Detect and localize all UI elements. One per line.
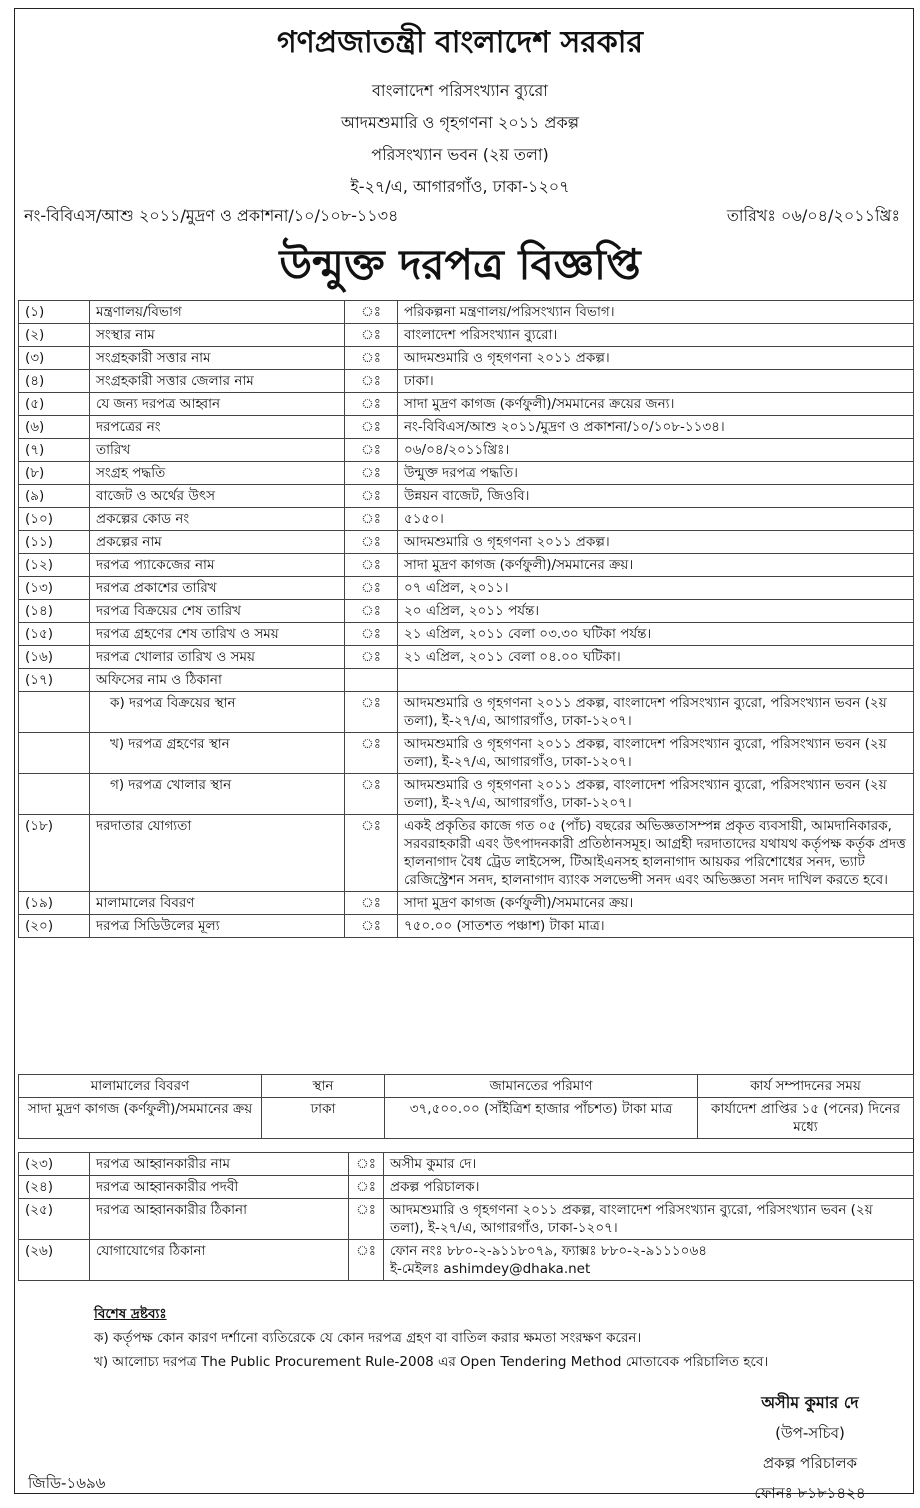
row-label: দরপত্রের নং xyxy=(90,416,345,439)
row-separator: ঃ xyxy=(345,915,398,938)
note-item: ক) কর্তৃপক্ষ কোন কারণ দর্শানো ব্যতিরেকে যে কোন দরপত্র গ্রহণ বা বাতিল করার ক্ষমতা সংরক্ষণ করেন। xyxy=(94,1330,642,1346)
row-separator: ঃ xyxy=(349,1176,384,1199)
row-separator: ঃ xyxy=(345,301,398,324)
row-label: প্রকল্পের কোড নং xyxy=(90,508,345,531)
row-label: দরপত্র আহ্বানকারীর নাম xyxy=(90,1153,349,1176)
row-separator: ঃ xyxy=(349,1153,384,1176)
row-separator: ঃ xyxy=(345,508,398,531)
row-value: ৫১৫০। xyxy=(398,508,914,531)
email-address: ই-মেইলঃ ashimdey@dhaka.net xyxy=(390,1261,591,1277)
reference-number: নং-বিবিএস/আশু ২০১১/মুদ্রণ ও প্রকাশনা/১০/১০৮-১১৩৪ xyxy=(24,206,399,225)
row-label: দরদাতার যোগ্যতা xyxy=(90,815,345,892)
notice-title: উন্মুক্ত দরপত্র বিজ্ঞপ্তি xyxy=(279,240,641,289)
row-value: আদমশুমারি ও গৃহগণনা ২০১১ প্রকল্প। xyxy=(398,531,914,554)
row-separator: ঃ xyxy=(345,733,398,774)
goods-header: মালামালের বিবরণ xyxy=(19,1075,262,1098)
row-value: উন্নয়ন বাজেট, জিওবি। xyxy=(398,485,914,508)
table-row xyxy=(19,324,914,347)
row-label: দরপত্র আহ্বানকারীর পদবী xyxy=(90,1176,349,1199)
row-number: (৫) xyxy=(19,393,90,416)
row-number: (১৭) xyxy=(19,669,90,692)
goods-cell: সাদা মুদ্রণ কাগজ (কর্ণফুলী)/সমমানের ক্রয় xyxy=(19,1098,262,1139)
goods-cell: ঢাকা xyxy=(262,1098,385,1139)
row-label: দরপত্র খোলার তারিখ ও সময় xyxy=(90,646,345,669)
row-number: (২৬) xyxy=(19,1240,90,1281)
row-separator: ঃ xyxy=(345,324,398,347)
table-row xyxy=(19,669,914,692)
row-separator xyxy=(345,669,398,692)
row-number: (১) xyxy=(19,301,90,324)
bureau-name: বাংলাদেশ পরিসংখ্যান ব্যুরো xyxy=(372,81,548,100)
table-row xyxy=(19,508,914,531)
row-number: (১৩) xyxy=(19,577,90,600)
row-label: যোগাযোগের ঠিকানা xyxy=(90,1240,349,1281)
row-value: ঢাকা। xyxy=(398,370,914,393)
goods-header: কার্য সম্পাদনের সময় xyxy=(698,1075,914,1098)
row-value xyxy=(384,1199,914,1240)
row-number: (১০) xyxy=(19,508,90,531)
government-title: গণপ্রজাতন্ত্রী বাংলাদেশ সরকার xyxy=(277,25,643,60)
table-row xyxy=(19,892,914,915)
row-separator: ঃ xyxy=(345,692,398,733)
row-number xyxy=(19,733,90,774)
row-value: আদমশুমারি ও গৃহগণনা ২০১১ প্রকল্প, বাংলাদেশ পরিসংখ্যান ব্যুরো, পরিসংখ্যান ভবন (২য় তলা), ই-২৭/এ, আগারগাঁও, ঢাকা-১২০৭। xyxy=(398,692,914,733)
goods-header-row xyxy=(19,1075,914,1098)
row-separator: ঃ xyxy=(345,439,398,462)
row-number: (২৩) xyxy=(19,1153,90,1176)
office-address: ই-২৭/এ, আগারগাঁও, ঢাকা-১২০৭ xyxy=(350,177,570,196)
signature-block xyxy=(700,1388,920,1508)
row-label: মন্ত্রণালয়/বিভাগ xyxy=(90,301,345,324)
row-value-line: ফোন নংঃ ৮৮০-২-৯১১৮০৭৯, ফ্যাক্সঃ ৮৮০-২-৯১১১০৬৪ xyxy=(390,1243,707,1259)
table-row xyxy=(19,485,914,508)
row-label: সংগ্রহকারী সত্তার নাম xyxy=(90,347,345,370)
goods-cell: কার্যাদেশ প্রাপ্তির ১৫ (পনের) দিনের মধ্যে xyxy=(698,1098,914,1139)
notes-heading: বিশেষ দ্রষ্টব্যঃ xyxy=(94,1306,167,1322)
row-separator: ঃ xyxy=(345,554,398,577)
row-separator: ঃ xyxy=(345,347,398,370)
gd-number: জিডি-১৬৯৬ xyxy=(28,1474,106,1492)
table-row xyxy=(19,774,914,815)
table-row xyxy=(19,1199,914,1240)
goods-table xyxy=(18,1074,914,1139)
row-separator: ঃ xyxy=(345,815,398,892)
row-value: একই প্রকৃতির কাজে গত ০৫ (পাঁচ) বছরের অভিজ্ঞতাসম্পন্ন প্রকৃত ব্যবসায়ী, আমদানিকারক, সরবরাহকারী এবং উৎপাদনকারী প্রতিষ্ঠানসমূহ। আগ্রহী দরদাতাদের যথাযথ কর্তৃপক্ষ কর্তৃক প্রদত্ত হালনাগাদ বৈধ ট্রেড লাইসেন্স, টিআইএনসহ হালনাগাদ আয়কর পরিশোধের সনদ, ভ্যাট রেজিস্ট্রেশন সনদ, হালনাগাদ ব্যাংক সলভেন্সী সনদ এবং অভিজ্ঞতা সনদ দাখিল করতে হবে। xyxy=(398,815,914,892)
table-row xyxy=(19,815,914,892)
row-value xyxy=(384,1176,914,1199)
table-row xyxy=(19,733,914,774)
table-row xyxy=(19,416,914,439)
goods-header: স্থান xyxy=(262,1075,385,1098)
notice-date: তারিখঃ ০৬/০৪/২০১১খ্রিঃ xyxy=(726,206,900,225)
row-label: যে জন্য দরপত্র আহ্বান xyxy=(90,393,345,416)
row-separator: ঃ xyxy=(345,600,398,623)
goods-row xyxy=(19,1098,914,1139)
table-row xyxy=(19,1176,914,1199)
tender-authority-table xyxy=(18,1152,914,1281)
row-value: আদমশুমারি ও গৃহগণনা ২০১১ প্রকল্প, বাংলাদেশ পরিসংখ্যান ব্যুরো, পরিসংখ্যান ভবন (২য় তলা), ই-২৭/এ, আগারগাঁও, ঢাকা-১২০৭। xyxy=(398,733,914,774)
row-separator: ঃ xyxy=(345,393,398,416)
row-value: পরিকল্পনা মন্ত্রণালয়/পরিসংখ্যান বিভাগ। xyxy=(398,301,914,324)
table-row xyxy=(19,462,914,485)
row-value: ৭৫০.০০ (সাতশত পঞ্চাশ) টাকা মাত্র। xyxy=(398,915,914,938)
row-label: দরপত্র গ্রহণের শেষ তারিখ ও সময় xyxy=(90,623,345,646)
row-separator: ঃ xyxy=(349,1199,384,1240)
signatory-phone: ফোনঃ ৮১৮১৪২৪ xyxy=(754,1484,866,1502)
row-number: (১৯) xyxy=(19,892,90,915)
row-separator: ঃ xyxy=(345,485,398,508)
table-row xyxy=(19,1153,914,1176)
row-label: বাজেট ও অর্থের উৎস xyxy=(90,485,345,508)
row-number: (৯) xyxy=(19,485,90,508)
row-number: (৬) xyxy=(19,416,90,439)
goods-cell: ৩৭,৫০০.০০ (সাঁইত্রিশ হাজার পাঁচশত) টাকা মাত্র xyxy=(385,1098,698,1139)
table-row xyxy=(19,531,914,554)
row-label: সংগ্রহ পদ্ধতি xyxy=(90,462,345,485)
row-value: নং-বিবিএস/আশু ২০১১/মুদ্রণ ও প্রকাশনা/১০/১০৮-১১৩৪। xyxy=(398,416,914,439)
table-row xyxy=(19,301,914,324)
row-value: ২১ এপ্রিল, ২০১১ বেলা ০৩.৩০ ঘটিকা পর্যন্ত। xyxy=(398,623,914,646)
row-number: (১৮) xyxy=(19,815,90,892)
row-label: খ) দরপত্র গ্রহণের স্থান xyxy=(90,733,345,774)
row-number xyxy=(19,774,90,815)
row-label: দরপত্র বিক্রয়ের শেষ তারিখ xyxy=(90,600,345,623)
row-value: উন্মুক্ত দরপত্র পদ্ধতি। xyxy=(398,462,914,485)
table-row xyxy=(19,600,914,623)
row-value: ০৬/০৪/২০১১খ্রিঃ। xyxy=(398,439,914,462)
row-label: সংস্থার নাম xyxy=(90,324,345,347)
row-number: (১২) xyxy=(19,554,90,577)
row-number: (১৫) xyxy=(19,623,90,646)
row-number: (৪) xyxy=(19,370,90,393)
row-number: (৮) xyxy=(19,462,90,485)
row-separator: ঃ xyxy=(345,892,398,915)
row-label: প্রকল্পের নাম xyxy=(90,531,345,554)
row-separator: ঃ xyxy=(345,774,398,815)
table-row xyxy=(19,915,914,938)
reference-line xyxy=(24,203,900,230)
row-number: (৩) xyxy=(19,347,90,370)
row-label: দরপত্র প্যাকেজের নাম xyxy=(90,554,345,577)
tender-details-table xyxy=(18,300,914,938)
table-row xyxy=(19,692,914,733)
row-value xyxy=(384,1153,914,1176)
row-value: ২০ এপ্রিল, ২০১১ পর্যন্ত। xyxy=(398,600,914,623)
row-number: (২৫) xyxy=(19,1199,90,1240)
row-separator: ঃ xyxy=(345,623,398,646)
row-separator: ঃ xyxy=(345,416,398,439)
row-label: অফিসের নাম ও ঠিকানা xyxy=(90,669,345,692)
row-separator: ঃ xyxy=(345,462,398,485)
row-label: দরপত্র আহ্বানকারীর ঠিকানা xyxy=(90,1199,349,1240)
row-value xyxy=(384,1240,914,1281)
row-number: (৭) xyxy=(19,439,90,462)
row-value: সাদা মুদ্রণ কাগজ (কর্ণফুলী)/সমমানের ক্রয়ের জন্য। xyxy=(398,393,914,416)
row-label: তারিখ xyxy=(90,439,345,462)
note-item: খ) আলোচ্য দরপত্র The Public Procurement Rule-2008 এর Open Tendering Method মোতাবেক পরিচালিত হবে। xyxy=(94,1354,769,1370)
row-number xyxy=(19,692,90,733)
row-value: সাদা মুদ্রণ কাগজ (কর্ণফুলী)/সমমানের ক্রয়। xyxy=(398,554,914,577)
row-label: মালামালের বিবরণ xyxy=(90,892,345,915)
row-value xyxy=(398,669,914,692)
row-value-line: আদমশুমারি ও গৃহগণনা ২০১১ প্রকল্প, বাংলাদেশ পরিসংখ্যান ব্যুরো, পরিসংখ্যান ভবন (২য় তলা), ই-২৭/এ, আগারগাঁও, ঢাকা-১২০৭। xyxy=(390,1202,873,1236)
row-label: সংগ্রহকারী সত্তার জেলার নাম xyxy=(90,370,345,393)
row-value: আদমশুমারি ও গৃহগণনা ২০১১ প্রকল্প। xyxy=(398,347,914,370)
table-row xyxy=(19,370,914,393)
row-value: ০৭ এপ্রিল, ২০১১। xyxy=(398,577,914,600)
row-value-line: অসীম কুমার দে। xyxy=(390,1156,477,1172)
row-label: দরপত্র সিডিউলের মূল্য xyxy=(90,915,345,938)
row-separator: ঃ xyxy=(345,646,398,669)
row-value: আদমশুমারি ও গৃহগণনা ২০১১ প্রকল্প, বাংলাদেশ পরিসংখ্যান ব্যুরো, পরিসংখ্যান ভবন (২য় তলা), ই-২৭/এ, আগারগাঁও, ঢাকা-১২০৭। xyxy=(398,774,914,815)
row-label: ক) দরপত্র বিক্রয়ের স্থান xyxy=(90,692,345,733)
table-row xyxy=(19,646,914,669)
row-number: (১৪) xyxy=(19,600,90,623)
row-label: দরপত্র প্রকাশের তারিখ xyxy=(90,577,345,600)
project-name: আদমশুমারি ও গৃহগণনা ২০১১ প্রকল্প xyxy=(340,113,580,132)
row-separator: ঃ xyxy=(345,531,398,554)
row-separator: ঃ xyxy=(345,370,398,393)
table-row xyxy=(19,577,914,600)
row-separator: ঃ xyxy=(345,577,398,600)
table-row xyxy=(19,393,914,416)
row-separator: ঃ xyxy=(349,1240,384,1281)
row-value: ২১ এপ্রিল, ২০১১ বেলা ০৪.০০ ঘটিকা। xyxy=(398,646,914,669)
table-row xyxy=(19,623,914,646)
building-name: পরিসংখ্যান ভবন (২য় তলা) xyxy=(371,145,549,164)
row-number: (২৪) xyxy=(19,1176,90,1199)
table-row xyxy=(19,439,914,462)
row-number: (২) xyxy=(19,324,90,347)
signatory-role: প্রকল্প পরিচালক xyxy=(762,1454,857,1472)
row-label: গ) দরপত্র খোলার স্থান xyxy=(90,774,345,815)
table-row xyxy=(19,1240,914,1281)
row-value: সাদা মুদ্রণ কাগজ (কর্ণফুলী)/সমমানের ক্রয়। xyxy=(398,892,914,915)
special-notes xyxy=(94,1302,768,1374)
row-number: (১৬) xyxy=(19,646,90,669)
row-value: বাংলাদেশ পরিসংখ্যান ব্যুরো। xyxy=(398,324,914,347)
table-row xyxy=(19,554,914,577)
signatory-name: অসীম কুমার দে xyxy=(761,1393,859,1412)
goods-header: জামানতের পরিমাণ xyxy=(385,1075,698,1098)
signatory-designation: (উপ-সচিব) xyxy=(775,1424,845,1442)
table-row xyxy=(19,347,914,370)
row-number: (১১) xyxy=(19,531,90,554)
row-value-line: প্রকল্প পরিচালক। xyxy=(390,1179,480,1195)
row-number: (২০) xyxy=(19,915,90,938)
